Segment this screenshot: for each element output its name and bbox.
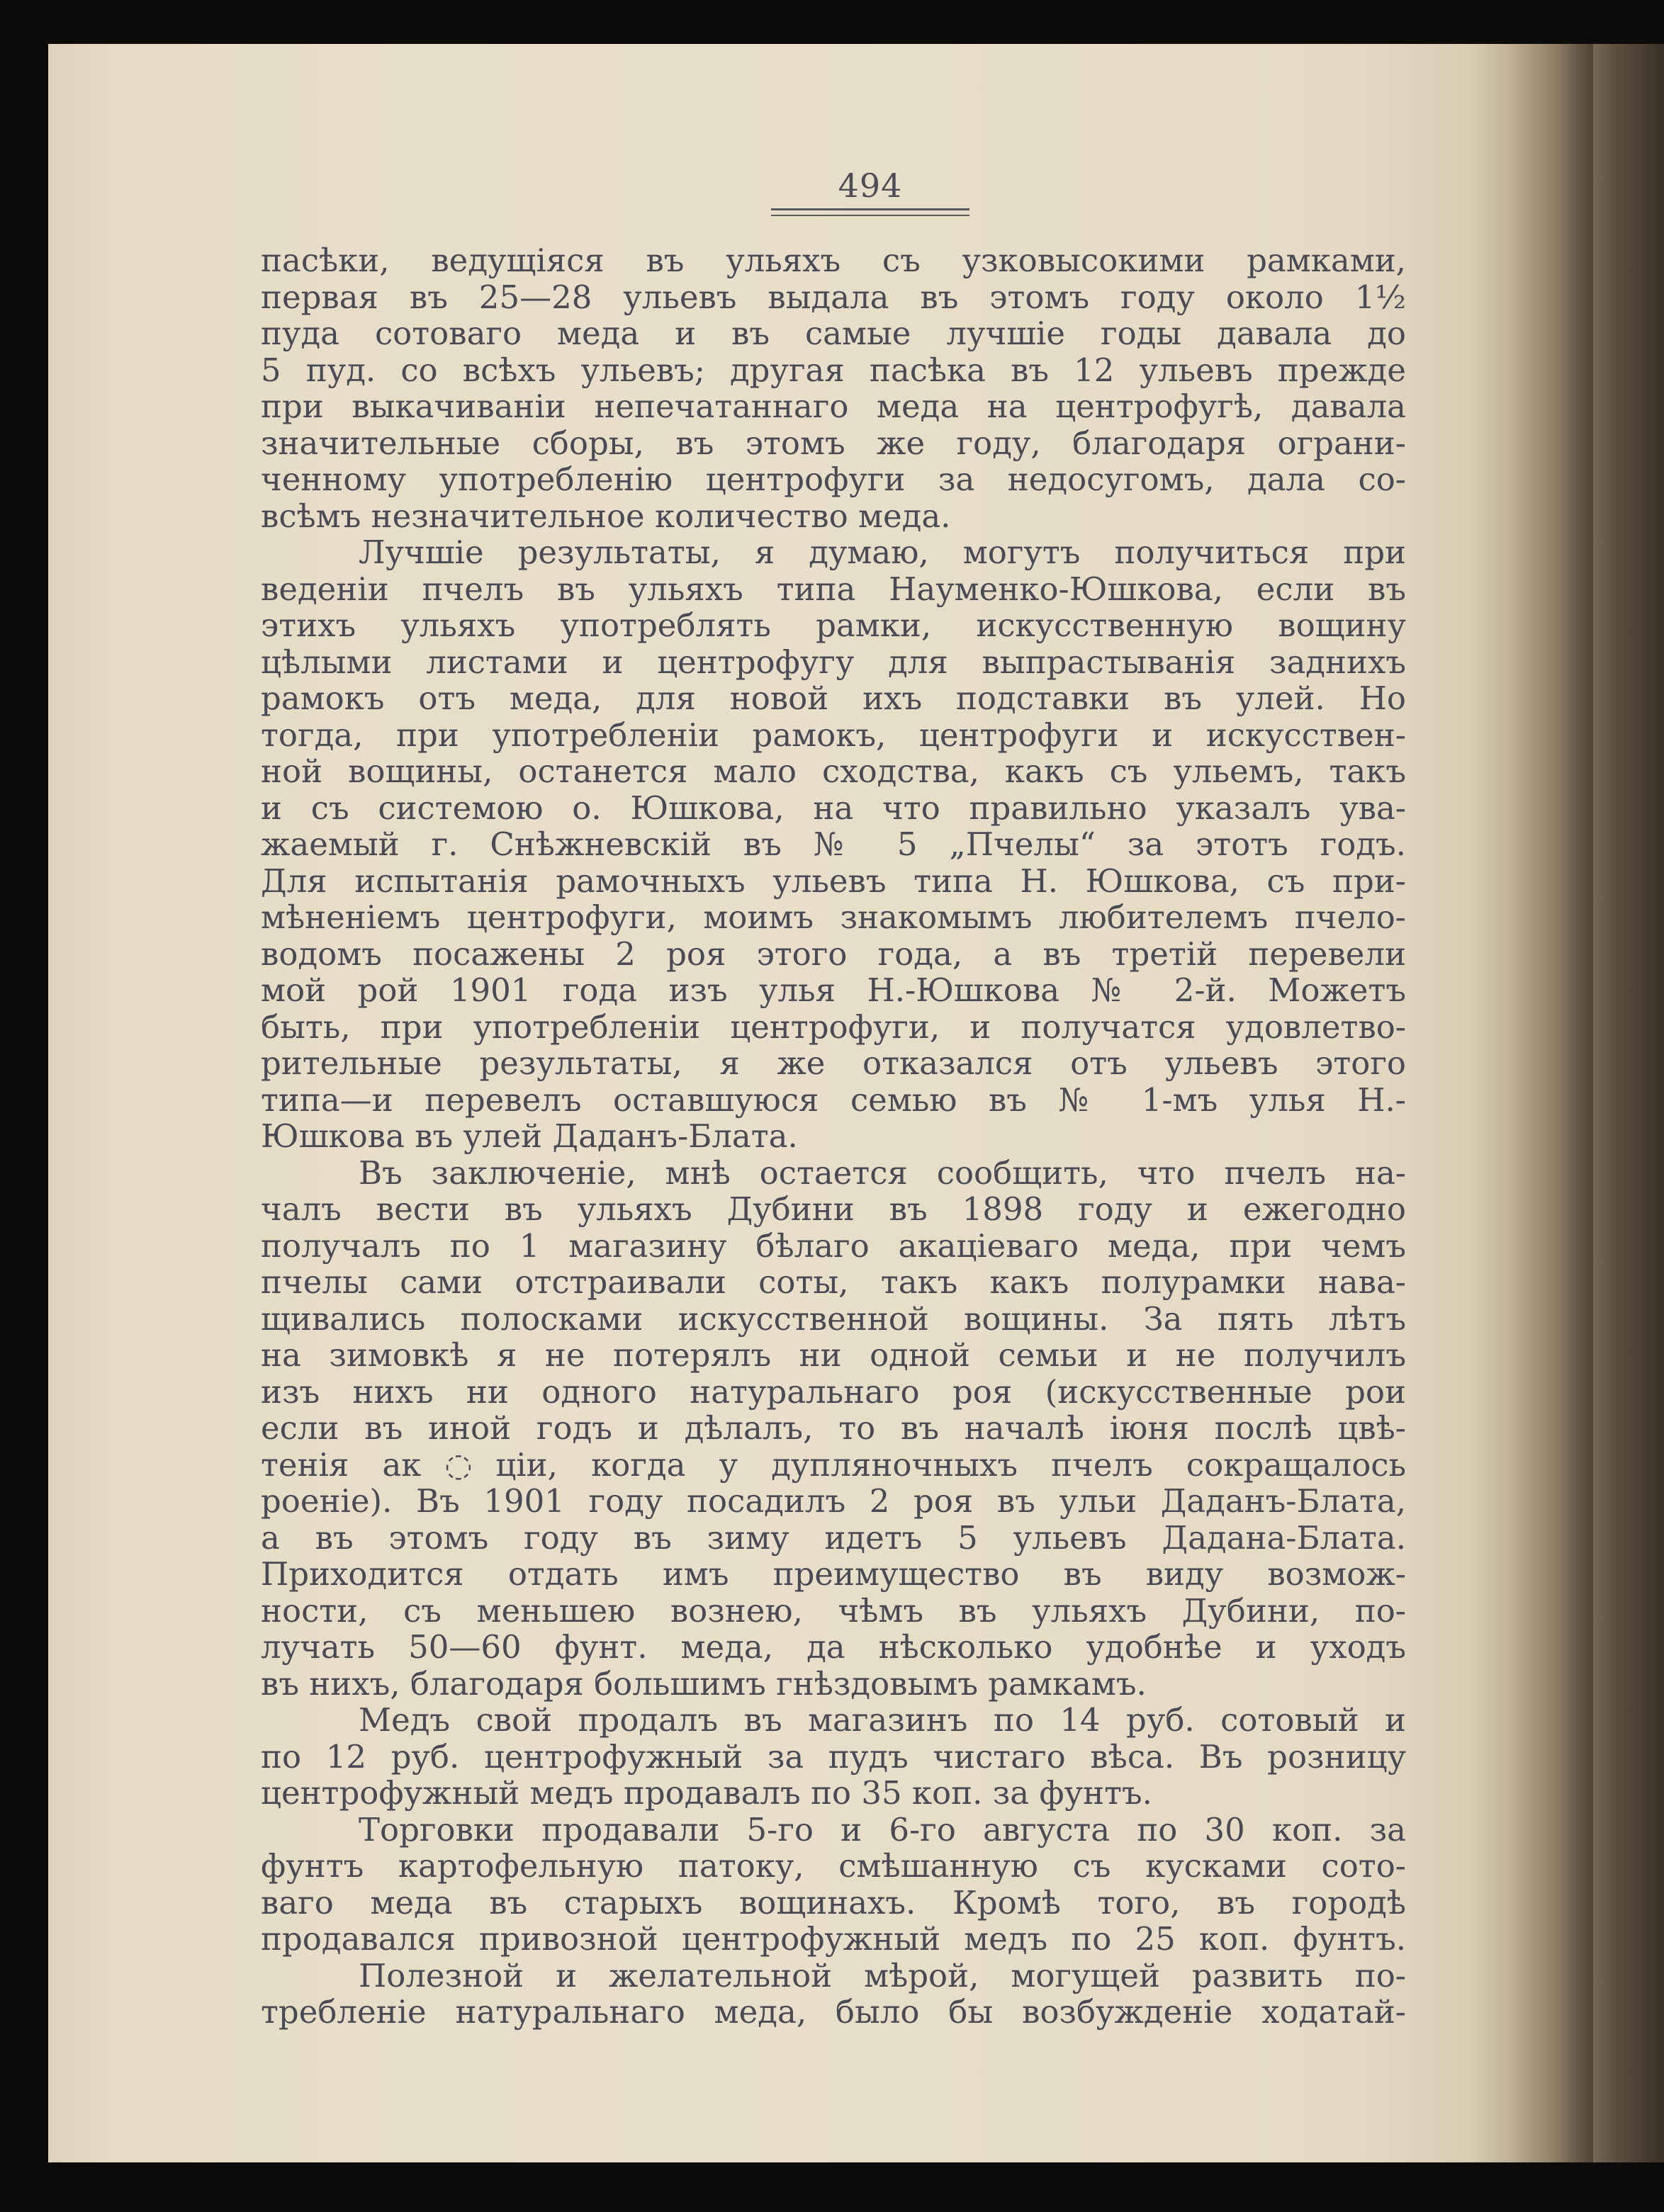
- text-line: ной вощины, останется мало сходства, какъ съ ульемъ, такъ: [261, 752, 1406, 790]
- text-line: Приходится отдать имъ преимущество въ виду возмож-: [261, 1555, 1406, 1593]
- text-line: Лучшiе результаты, я думаю, могутъ получиться при: [359, 534, 1406, 571]
- text-line: Медъ свой продалъ въ магазинъ по 14 руб. сотовый и: [359, 1701, 1406, 1739]
- text-line: продавался привозной центрофужный медъ по 25 коп. фунтъ.: [261, 1920, 1406, 1958]
- text-line: рамокъ отъ меда, для новой ихъ подставки въ улей. Но: [261, 679, 1406, 717]
- text-line: тенiя ак◌цiи, когда у дупляночныхъ пчелъ сокращалось: [261, 1445, 1406, 1484]
- page-header: [771, 164, 969, 216]
- text-line: мѣненiемъ центрофуги, моимъ знакомымъ любителемъ пчело-: [261, 898, 1406, 936]
- text-line: если въ иной годъ и дѣлалъ, то въ началѣ iюня послѣ цвѣ-: [261, 1409, 1406, 1447]
- text-line: при выкачиванiи непечатаннаго меда на центрофугѣ, давала: [261, 388, 1406, 425]
- text-line: жаемый г. Снѣжневскiй въ № 5 „Пчелы“ за этотъ годъ.: [261, 825, 1406, 863]
- binding-shadow: [1508, 44, 1593, 2162]
- text-line: лучать 50—60 фунт. меда, да нѣсколько удобнѣе и уходъ: [261, 1628, 1406, 1666]
- text-line: требленiе натуральнаго меда, было бы возбужденiе ходатай-: [261, 1993, 1406, 2031]
- text-line: быть, при употребленiи центрофуги, и получатся удовлетво-: [261, 1008, 1406, 1046]
- text-line: чалъ вести въ ульяхъ Дубини въ 1898 году и ежегодно: [261, 1190, 1406, 1228]
- text-line: получалъ по 1 магазину бѣлаго акацiеваго меда, при чемъ: [261, 1226, 1406, 1265]
- text-line: значительные сборы, въ этомъ же году, благодаря ограни-: [261, 424, 1406, 462]
- text-line: веденiи пчелъ въ ульяхъ типа Науменко-Юшкова, если въ: [261, 570, 1406, 608]
- text-line: первая въ 25—28 ульевъ выдала въ этомъ году около 1½: [261, 278, 1406, 316]
- text-line: всѣмъ незначительное количество меда.: [261, 497, 951, 535]
- text-line: щивались полосками искусственной вощины. За пять лѣтъ: [261, 1299, 1406, 1338]
- page-number: 494: [838, 167, 903, 205]
- text-line: этихъ ульяхъ употреблять рамки, искусственную вощину: [261, 606, 1406, 644]
- text-line: Полезной и желательной мѣрой, могущей развить по-: [359, 1956, 1406, 1994]
- body-text: [261, 242, 1406, 2031]
- text-line: Для испытанiя рамочныхъ ульевъ типа Н. Юшкова, съ при-: [261, 862, 1406, 900]
- header-rule-thin: [771, 215, 969, 216]
- text-line: а въ этомъ году въ зиму идетъ 5 ульевъ Дадана-Блата.: [261, 1518, 1406, 1557]
- text-line: ности, съ меньшею вознею, чѣмъ въ ульяхъ Дубини, по-: [261, 1591, 1406, 1630]
- text-line: 5 пуд. со всѣхъ ульевъ; другая пасѣка въ 12 ульевъ прежде: [261, 351, 1406, 389]
- text-line: ченному употребленiю центрофуги за недосугомъ, дала со-: [261, 461, 1406, 498]
- text-line: изъ нихъ ни одного натуральнаго роя (искусственные рои: [261, 1372, 1406, 1411]
- text-line: въ нихъ, благодаря большимъ гнѣздовымъ рамкамъ.: [261, 1664, 1147, 1703]
- text-line: фунтъ картофельную патоку, смѣшанную съ кусками сото-: [261, 1847, 1406, 1885]
- text-line: мой рой 1901 года изъ улья Н.-Юшкова № 2-й. Можетъ: [261, 971, 1406, 1009]
- text-line: по 12 руб. центрофужный за пудъ чистаго вѣса. Въ розницу: [261, 1737, 1406, 1776]
- text-line: центрофужный медъ продавалъ по 35 коп. за фунтъ.: [261, 1774, 1152, 1812]
- text-line: тогда, при употребленiи рамокъ, центрофуги и искусствен-: [261, 716, 1406, 754]
- text-line: водомъ посажены 2 роя этого года, а въ третiй перевели: [261, 935, 1406, 973]
- text-line: типа—и перевелъ оставшуюся семью въ № 1-мъ улья Н.-: [261, 1080, 1406, 1119]
- text-line: и съ системою о. Юшкова, на что правильно указалъ ува-: [261, 789, 1406, 827]
- text-line: ваго меда въ старыхъ вощинахъ. Кромѣ того, въ городѣ: [261, 1883, 1406, 1922]
- text-line: цѣлыми листами и центрофугу для выпрастыванiя заднихъ: [261, 643, 1406, 681]
- text-line: рительные результаты, я же отказался отъ ульевъ этого: [261, 1044, 1406, 1082]
- header-rule: [771, 208, 969, 210]
- text-line: Въ заключенiе, мнѣ остается сообщить, что пчелъ на-: [359, 1153, 1406, 1192]
- text-line: роенiе). Въ 1901 году посадилъ 2 роя въ ульи Даданъ-Блата,: [261, 1482, 1406, 1520]
- text-line: пуда сотоваго меда и въ самые лучшiе годы давала до: [261, 315, 1406, 352]
- text-line: Юшкова въ улей Даданъ-Блата.: [261, 1117, 798, 1155]
- text-line: пасѣки, ведущiяся въ ульяхъ съ узковысокими рамками,: [261, 242, 1406, 279]
- text-line: на зимовкѣ я не потерялъ ни одной семьи и не получилъ: [261, 1336, 1406, 1374]
- text-line: Торговки продавали 5-го и 6-го августа по 30 коп. за: [359, 1810, 1406, 1849]
- text-line: пчелы сами отстраивали соты, такъ какъ полурамки нава-: [261, 1263, 1406, 1301]
